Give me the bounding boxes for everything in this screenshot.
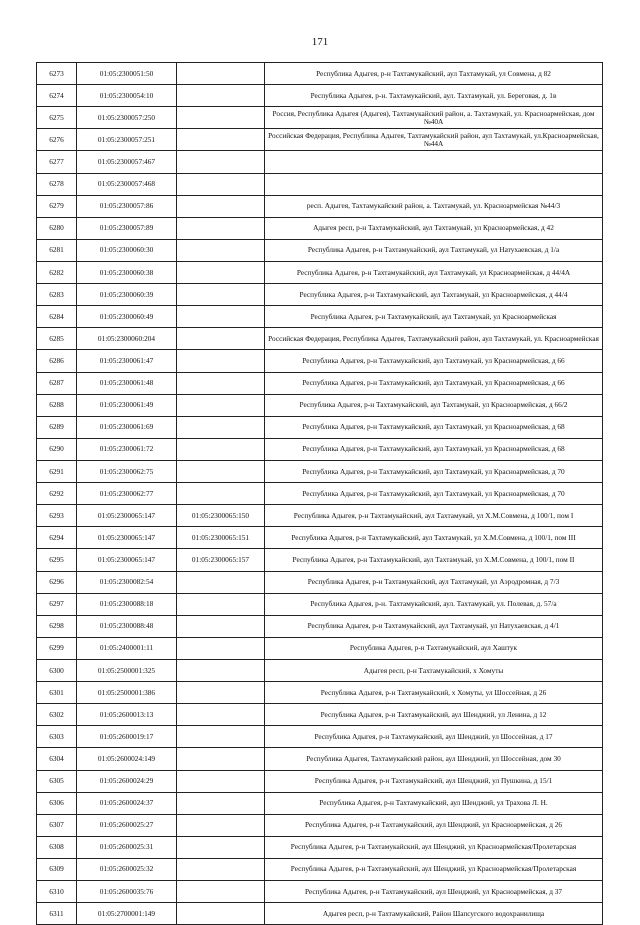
related-cadastral-cell (177, 195, 265, 217)
address-cell: Республика Адыгея, р-н Тахтамукайский, аул Тахтамукай, ул Красноармейская, д 66/2 (265, 394, 603, 416)
related-cadastral-cell (177, 151, 265, 173)
address-cell: Республика Адыгея, р-н Тахтамукайский, аул Тахтамукай, ул Аэродромная, д 7/3 (265, 571, 603, 593)
related-cadastral-cell (177, 438, 265, 460)
cadastral-number-cell: 01:05:2500001:325 (77, 659, 177, 681)
row-number-cell: 6276 (37, 129, 77, 151)
address-cell: Республика Адыгея, р-н Тахтамукайский, аул Тахтамукай, ул Х.М.Совмена, д 100/1, пом II (265, 549, 603, 571)
related-cadastral-cell (177, 659, 265, 681)
cadastral-number-cell: 01:05:2700001:149 (77, 903, 177, 925)
table-row (37, 527, 603, 549)
row-number-cell: 6291 (37, 460, 77, 482)
cadastral-number-cell: 01:05:2600024:29 (77, 770, 177, 792)
row-number-cell: 6281 (37, 239, 77, 261)
cadastral-number-cell: 01:05:2300065:147 (77, 549, 177, 571)
table-row (37, 63, 603, 85)
related-cadastral-cell (177, 726, 265, 748)
related-cadastral-cell (177, 63, 265, 85)
table-row (37, 814, 603, 836)
table-row (37, 593, 603, 615)
row-number-cell: 6273 (37, 63, 77, 85)
table-row (37, 328, 603, 350)
cadastral-number-cell: 01:05:2300057:251 (77, 129, 177, 151)
register-table (36, 62, 603, 925)
cadastral-number-cell: 01:05:2500001:386 (77, 682, 177, 704)
table-row (37, 195, 603, 217)
row-number-cell: 6307 (37, 814, 77, 836)
cadastral-number-cell: 01:05:2300061:47 (77, 350, 177, 372)
table-row (37, 239, 603, 261)
row-number-cell: 6274 (37, 85, 77, 107)
row-number-cell: 6298 (37, 615, 77, 637)
related-cadastral-cell: 01:05:2300065:157 (177, 549, 265, 571)
cadastral-number-cell: 01:05:2600035:76 (77, 881, 177, 903)
cadastral-number-cell: 01:05:2300060:204 (77, 328, 177, 350)
table-row (37, 881, 603, 903)
related-cadastral-cell (177, 637, 265, 659)
row-number-cell: 6306 (37, 792, 77, 814)
address-cell: Республика Адыгея, р-н Тахтамукайский, аул Хаштук (265, 637, 603, 659)
cadastral-number-cell: 01:05:2600024:149 (77, 748, 177, 770)
address-cell: Республика Адыгея, р-н Тахтамукайский, аул Тахтамукай, ул Совмена, д 82 (265, 63, 603, 85)
table-row (37, 571, 603, 593)
table-row (37, 217, 603, 239)
address-cell: Республика Адыгея, р-н Тахтамукайский, аул Шенджий, ул Красноармейская/Пролетарская (265, 836, 603, 858)
related-cadastral-cell: 01:05:2300065:151 (177, 527, 265, 549)
cadastral-number-cell: 01:05:2300061:69 (77, 416, 177, 438)
cadastral-number-cell: 01:05:2600025:27 (77, 814, 177, 836)
register-table-body (37, 63, 603, 925)
cadastral-number-cell: 01:05:2300062:75 (77, 460, 177, 482)
cadastral-number-cell: 01:05:2300057:86 (77, 195, 177, 217)
related-cadastral-cell (177, 593, 265, 615)
row-number-cell: 6285 (37, 328, 77, 350)
related-cadastral-cell (177, 107, 265, 129)
row-number-cell: 6282 (37, 261, 77, 283)
row-number-cell: 6277 (37, 151, 77, 173)
related-cadastral-cell (177, 372, 265, 394)
related-cadastral-cell (177, 836, 265, 858)
table-row (37, 394, 603, 416)
table-row (37, 306, 603, 328)
table-row (37, 726, 603, 748)
row-number-cell: 6300 (37, 659, 77, 681)
address-cell: Республика Адыгея, р-н Тахтамукайский, аул Тахтамукай, ул Красноармейская, д 70 (265, 460, 603, 482)
address-cell: Россия, Республика Адыгея (Адыгея), Тахтамукайский район, а. Тахтамукай, ул. Красноармейская, дом №40А (265, 107, 603, 129)
row-number-cell: 6295 (37, 549, 77, 571)
address-cell: Республика Адыгея, р-н Тахтамукайский, аул Шенджий, ул Шоссейная, д 17 (265, 726, 603, 748)
related-cadastral-cell (177, 682, 265, 704)
related-cadastral-cell (177, 85, 265, 107)
cadastral-number-cell: 01:05:2300060:39 (77, 284, 177, 306)
table-row (37, 173, 603, 195)
table-row (37, 637, 603, 659)
row-number-cell: 6304 (37, 748, 77, 770)
address-cell: Республика Адыгея, р-н Тахтамукайский, аул Тахтамукай, ул Х.М.Совмена, д 100/1, пом I (265, 505, 603, 527)
address-cell: Республика Адыгея, р-н Тахтамукайский, аул Шенджий, ул Ленина, д 12 (265, 704, 603, 726)
address-cell: Республика Адыгея, р-н. Тахтамукайский, аул. Тахтамукай, ул. Полевая, д. 57/а (265, 593, 603, 615)
address-cell (265, 173, 603, 195)
row-number-cell: 6303 (37, 726, 77, 748)
row-number-cell: 6292 (37, 483, 77, 505)
address-cell: Российская Федерация, Республика Адыгея, Тахтамукайский район, аул Тахтамукай, ул.Красноармейская, №44А (265, 129, 603, 151)
address-cell (265, 151, 603, 173)
related-cadastral-cell (177, 881, 265, 903)
row-number-cell: 6309 (37, 858, 77, 880)
row-number-cell: 6299 (37, 637, 77, 659)
cadastral-number-cell: 01:05:2300051:50 (77, 63, 177, 85)
row-number-cell: 6301 (37, 682, 77, 704)
cadastral-number-cell: 01:05:2300060:30 (77, 239, 177, 261)
table-row (37, 615, 603, 637)
related-cadastral-cell (177, 571, 265, 593)
cadastral-number-cell: 01:05:2300065:147 (77, 505, 177, 527)
cadastral-number-cell: 01:05:2600025:32 (77, 858, 177, 880)
row-number-cell: 6278 (37, 173, 77, 195)
row-number-cell: 6279 (37, 195, 77, 217)
table-row (37, 261, 603, 283)
row-number-cell: 6280 (37, 217, 77, 239)
address-cell: Республика Адыгея, р-н Тахтамукайский, аул Шенджий, ул Красноармейская/Пролетарская (265, 858, 603, 880)
table-row (37, 85, 603, 107)
cadastral-number-cell: 01:05:2300057:468 (77, 173, 177, 195)
table-row (37, 505, 603, 527)
row-number-cell: 6294 (37, 527, 77, 549)
cadastral-number-cell: 01:05:2600025:31 (77, 836, 177, 858)
cadastral-number-cell: 01:05:2300061:48 (77, 372, 177, 394)
row-number-cell: 6311 (37, 903, 77, 925)
table-row (37, 107, 603, 129)
address-cell: Республика Адыгея, р-н Тахтамукайский, аул Тахтамукай, ул Натухаевская, д 4/1 (265, 615, 603, 637)
related-cadastral-cell (177, 328, 265, 350)
related-cadastral-cell (177, 770, 265, 792)
row-number-cell: 6310 (37, 881, 77, 903)
address-cell: Адыгея респ, р-н Тахтамукайский, х Хомуты (265, 659, 603, 681)
row-number-cell: 6283 (37, 284, 77, 306)
address-cell: Республика Адыгея, р-н Тахтамукайский, аул Шенджий, ул Трахова Л. Н. (265, 792, 603, 814)
address-cell: Российская Федерация, Республика Адыгея, Тахтамукайский район, аул Тахтамукай, ул. Красноармейская (265, 328, 603, 350)
table-row (37, 792, 603, 814)
table-row (37, 704, 603, 726)
cadastral-number-cell: 01:05:2600013:13 (77, 704, 177, 726)
address-cell: Республика Адыгея, р-н Тахтамукайский, х Хомуты, ул Шоссейная, д 26 (265, 682, 603, 704)
address-cell: Республика Адыгея, р-н Тахтамукайский, аул Тахтамукай, ул Красноармейская, д 70 (265, 483, 603, 505)
address-cell: Республика Адыгея, р-н Тахтамукайский, аул Тахтамукай, ул Красноармейская (265, 306, 603, 328)
table-row (37, 438, 603, 460)
table-row (37, 903, 603, 925)
cadastral-number-cell: 01:05:2600024:37 (77, 792, 177, 814)
cadastral-number-cell: 01:05:2300061:49 (77, 394, 177, 416)
address-cell: Республика Адыгея, р-н Тахтамукайский, аул Тахтамукай, ул Красноармейская, д 68 (265, 416, 603, 438)
cadastral-number-cell: 01:05:2300062:77 (77, 483, 177, 505)
address-cell: Республика Адыгея, р-н Тахтамукайский, аул Тахтамукай, ул Красноармейская, д 44/4А (265, 261, 603, 283)
row-number-cell: 6289 (37, 416, 77, 438)
related-cadastral-cell (177, 217, 265, 239)
cadastral-number-cell: 01:05:2300060:38 (77, 261, 177, 283)
table-row (37, 284, 603, 306)
table-row (37, 129, 603, 151)
cadastral-number-cell: 01:05:2400001:11 (77, 637, 177, 659)
table-row (37, 748, 603, 770)
address-cell: Республика Адыгея, р-н Тахтамукайский, аул Тахтамукай, ул Х.М.Совмена, д 100/1, пом III (265, 527, 603, 549)
cadastral-number-cell: 01:05:2300054:10 (77, 85, 177, 107)
row-number-cell: 6288 (37, 394, 77, 416)
related-cadastral-cell (177, 416, 265, 438)
address-cell: Республика Адыгея, р-н Тахтамукайский, аул Тахтамукай, ул Натухаевская, д 1/а (265, 239, 603, 261)
cadastral-number-cell: 01:05:2300088:48 (77, 615, 177, 637)
table-row (37, 151, 603, 173)
row-number-cell: 6296 (37, 571, 77, 593)
related-cadastral-cell (177, 483, 265, 505)
table-row (37, 350, 603, 372)
related-cadastral-cell (177, 704, 265, 726)
cadastral-number-cell: 01:05:2600019:17 (77, 726, 177, 748)
address-cell: Республика Адыгея, р-н. Тахтамукайский, аул. Тахтамукай, ул. Береговая, д. 1в (265, 85, 603, 107)
table-row (37, 416, 603, 438)
cadastral-number-cell: 01:05:2300057:89 (77, 217, 177, 239)
row-number-cell: 6275 (37, 107, 77, 129)
related-cadastral-cell (177, 858, 265, 880)
related-cadastral-cell (177, 239, 265, 261)
related-cadastral-cell (177, 903, 265, 925)
table-row (37, 460, 603, 482)
table-row (37, 659, 603, 681)
address-cell: респ. Адыгея, Тахтамукайский район, а. Тахтамукай, ул. Красноармейская №44/3 (265, 195, 603, 217)
cadastral-number-cell: 01:05:2300088:18 (77, 593, 177, 615)
related-cadastral-cell (177, 284, 265, 306)
address-cell: Республика Адыгея, р-н Тахтамукайский, аул Шенджий, ул Красноармейская, д 37 (265, 881, 603, 903)
table-row (37, 836, 603, 858)
row-number-cell: 6293 (37, 505, 77, 527)
page-number: 171 (311, 36, 329, 48)
address-cell: Адыгея респ, р-н Тахтамукайский, аул Тахтамукай, ул Красноармейская, д 42 (265, 217, 603, 239)
table-row (37, 549, 603, 571)
cadastral-number-cell: 01:05:2300057:250 (77, 107, 177, 129)
table-row (37, 770, 603, 792)
related-cadastral-cell (177, 814, 265, 836)
cadastral-number-cell: 01:05:2300057:467 (77, 151, 177, 173)
row-number-cell: 6287 (37, 372, 77, 394)
related-cadastral-cell (177, 748, 265, 770)
cadastral-number-cell: 01:05:2300061:72 (77, 438, 177, 460)
related-cadastral-cell (177, 350, 265, 372)
cadastral-number-cell: 01:05:2300065:147 (77, 527, 177, 549)
address-cell: Республика Адыгея, р-н Тахтамукайский, аул Шенджий, ул Красноармейская, д 26 (265, 814, 603, 836)
table-row (37, 858, 603, 880)
row-number-cell: 6302 (37, 704, 77, 726)
related-cadastral-cell (177, 460, 265, 482)
address-cell: Адыгея респ, р-н Тахтамукайский, Район Шапсугского водохранилища (265, 903, 603, 925)
address-cell: Республика Адыгея, р-н Тахтамукайский, аул Тахтамукай, ул Красноармейская, д 44/4 (265, 284, 603, 306)
address-cell: Республика Адыгея, р-н Тахтамукайский, аул Тахтамукай, ул Красноармейская, д 66 (265, 372, 603, 394)
related-cadastral-cell (177, 615, 265, 637)
address-cell: Республика Адыгея, р-н Тахтамукайский, аул Шенджий, ул Пушкина, д 15/1 (265, 770, 603, 792)
related-cadastral-cell (177, 306, 265, 328)
table-row (37, 483, 603, 505)
address-cell: Республика Адыгея, р-н Тахтамукайский, аул Тахтамукай, ул Красноармейская, д 66 (265, 350, 603, 372)
row-number-cell: 6305 (37, 770, 77, 792)
related-cadastral-cell (177, 173, 265, 195)
related-cadastral-cell: 01:05:2300065:150 (177, 505, 265, 527)
row-number-cell: 6308 (37, 836, 77, 858)
address-cell: Республика Адыгея, р-н Тахтамукайский, аул Тахтамукай, ул Красноармейская, д 68 (265, 438, 603, 460)
table-row (37, 682, 603, 704)
row-number-cell: 6286 (37, 350, 77, 372)
table-row (37, 372, 603, 394)
related-cadastral-cell (177, 261, 265, 283)
cadastral-number-cell: 01:05:2300060:49 (77, 306, 177, 328)
related-cadastral-cell (177, 792, 265, 814)
related-cadastral-cell (177, 394, 265, 416)
related-cadastral-cell (177, 129, 265, 151)
row-number-cell: 6284 (37, 306, 77, 328)
row-number-cell: 6290 (37, 438, 77, 460)
cadastral-number-cell: 01:05:2300082:54 (77, 571, 177, 593)
row-number-cell: 6297 (37, 593, 77, 615)
address-cell: Республика Адыгея, Тахтамукайский район, аул Шенджий, ул Шоссейная, дом 30 (265, 748, 603, 770)
